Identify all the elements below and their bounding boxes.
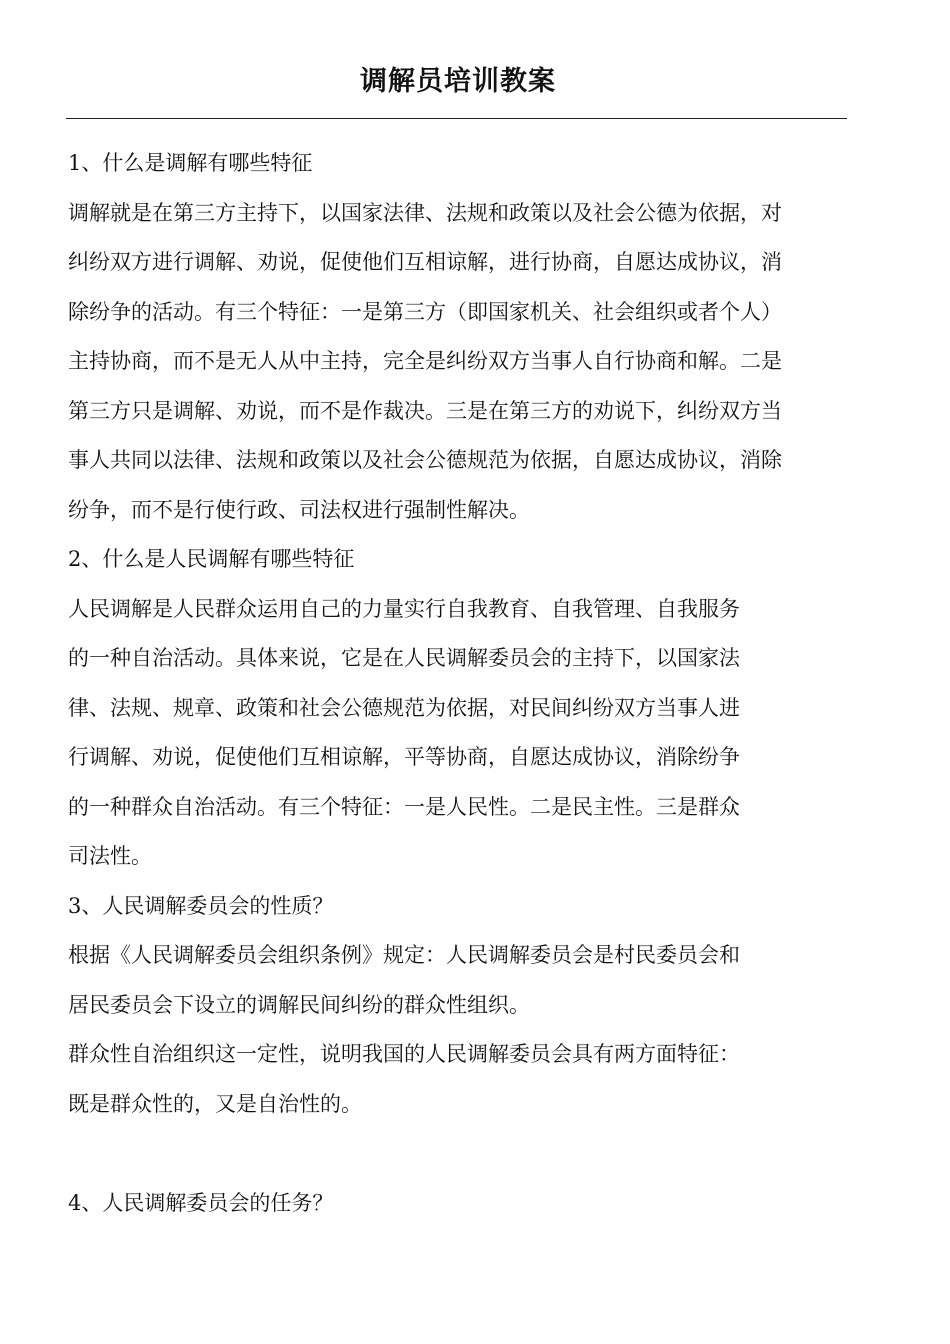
heading-q1: 1、什么是调解有哪些特征 [68,151,313,175]
heading-q4: 4、人民调解委员会的任务？ [68,1190,334,1215]
paragraph-line: 居民委员会下设立的调解民间纠纷的群众性组织。 [68,992,530,1017]
paragraph-line: 第三方只是调解、劝说，而不是作裁决。三是在第三方的劝说下，纠纷双方当 [68,398,782,423]
paragraph-line: 律、法规、规章、政策和社会公德规范为依据，对民间纠纷双方当事人进 [68,695,740,720]
paragraph-line: 既是群众性的，又是自治性的。 [68,1091,362,1116]
paragraph-line: 事人共同以法律、法规和政策以及社会公德规范为依据，自愿达成协议，消除 [68,448,782,472]
paragraph-line: 司法性。 [68,844,152,868]
paragraph-line: 群众性自治组织这一定性，说明我国的人民调解委员会具有两方面特征： [68,1042,740,1066]
paragraph-line: 行调解、劝说，促使他们互相谅解，平等协商，自愿达成协议，消除纷争 [68,745,740,769]
paragraph-line: 纠纷双方进行调解、劝说，促使他们互相谅解，进行协商，自愿达成协议，消 [68,250,782,274]
paragraph-line: 主持协商，而不是无人从中主持，完全是纠纷双方当事人自行协商和解。二是 [68,349,782,373]
paragraph-line: 的一种群众自治活动。有三个特征：一是人民性。二是民主性。三是群众 [68,794,740,819]
blank-line [68,1129,782,1179]
heading-q3: 3、人民调解委员会的性质？ [68,893,334,918]
document-body [68,139,782,1228]
paragraph-line: 调解就是在第三方主持下，以国家法律、法规和政策以及社会公德为依据，对 [68,200,782,225]
paragraph-line: 纷争，而不是行使行政、司法权进行强制性解决。 [68,497,530,522]
title-divider [66,118,847,119]
paragraph-line: 的一种自治活动。具体来说，它是在人民调解委员会的主持下，以国家法 [68,646,740,670]
paragraph-line: 人民调解是人民群众运用自己的力量实行自我教育、自我管理、自我服务 [68,596,740,621]
paragraph-line: 根据《人民调解委员会组织条例》规定：人民调解委员会是村民委员会和 [68,943,740,967]
heading-q2: 2、什么是人民调解有哪些特征 [68,547,355,571]
page-title: 调解员培训教案 [360,66,556,97]
paragraph-line: 除纷争的活动。有三个特征：一是第三方（即国家机关、社会组织或者个人） [68,299,782,324]
